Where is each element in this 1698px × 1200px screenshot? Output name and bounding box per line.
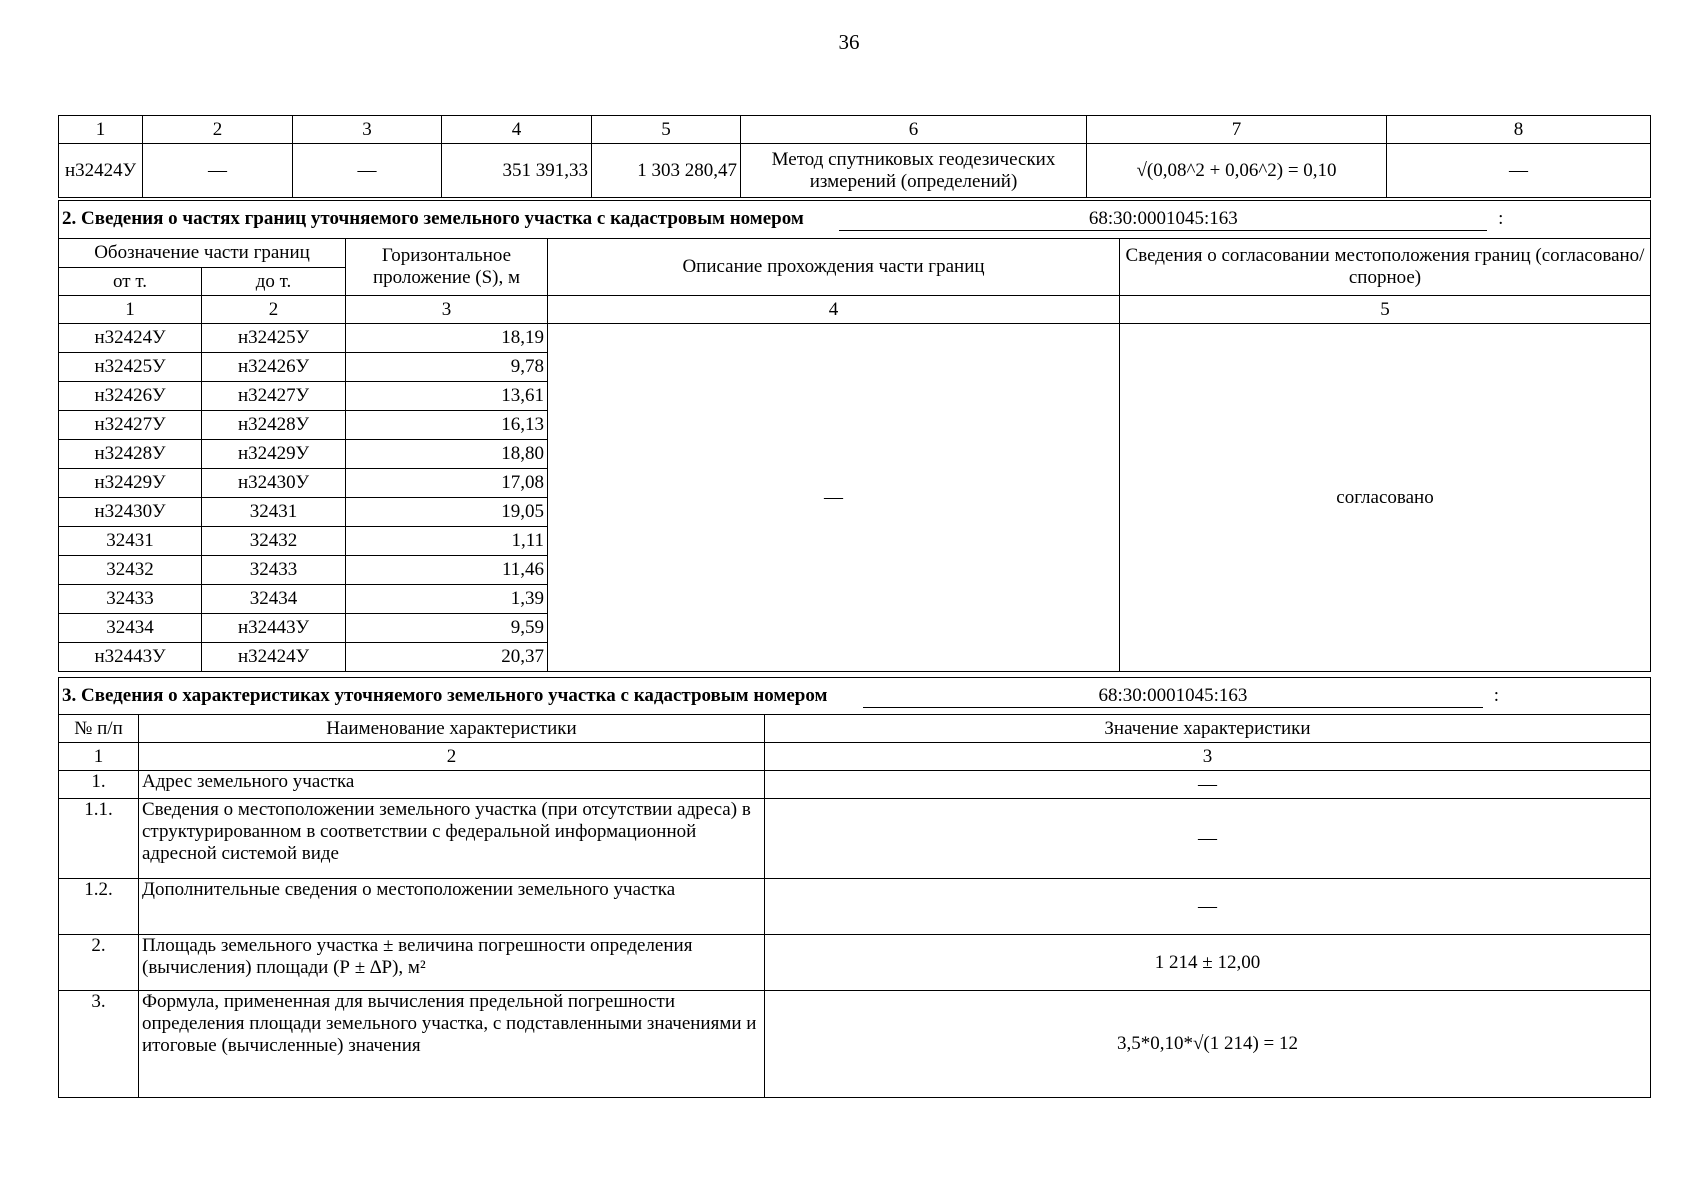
col-number: 1 <box>59 116 143 144</box>
to-point: н32424У <box>202 643 346 672</box>
characteristics-table <box>58 677 1651 1098</box>
characteristic-name: Формула, примененная для вычисления предельной погрешности определения площади земельного участка, с подставленными значениями и итоговые (вычисленные) значения <box>139 991 765 1098</box>
characteristic-value: 1 214 ± 12,00 <box>765 935 1651 991</box>
col-number: 4 <box>548 296 1120 324</box>
table-row <box>59 324 1651 353</box>
characteristic-value: — <box>765 799 1651 879</box>
to-point: н32426У <box>202 353 346 382</box>
agreement-header: Сведения о согласовании местоположения границ (согласовано/спорное) <box>1120 239 1651 296</box>
horizontal-distance: 18,19 <box>346 324 548 353</box>
col-number: 2 <box>143 116 293 144</box>
from-point: н32424У <box>59 324 202 353</box>
horizontal-distance: 1,11 <box>346 527 548 556</box>
col-number: 2 <box>202 296 346 324</box>
to-point: 32433 <box>202 556 346 585</box>
coordinate-x: 351 391,33 <box>442 144 592 198</box>
horizontal-distance: 1,39 <box>346 585 548 614</box>
col-number: 4 <box>442 116 592 144</box>
method-cell: Метод спутниковых геодезических измерений (определений) <box>741 144 1087 198</box>
col-number: 6 <box>741 116 1087 144</box>
num-header: № п/п <box>59 715 139 743</box>
col-number: 3 <box>765 743 1651 771</box>
from-point: 32432 <box>59 556 202 585</box>
to-point: н32430У <box>202 469 346 498</box>
horizontal-distance: 17,08 <box>346 469 548 498</box>
boundary-parts-table <box>58 200 1651 672</box>
header-row <box>59 715 1651 743</box>
characteristic-value: 3,5*0,10*√(1 214) = 12 <box>765 991 1651 1098</box>
from-point: н32427У <box>59 411 202 440</box>
horizontal-distance: 9,78 <box>346 353 548 382</box>
to-point: н32443У <box>202 614 346 643</box>
from-header: от т. <box>59 268 202 296</box>
row-number: 1. <box>59 771 139 799</box>
col-numbers-row <box>59 296 1651 324</box>
section-title <box>59 678 1651 715</box>
cadastral-number: 68:30:0001045:163 <box>839 208 1487 231</box>
table-row <box>59 991 1651 1098</box>
designation-header: Обозначение части границ <box>59 239 346 268</box>
col-numbers-row <box>59 743 1651 771</box>
from-point: н32428У <box>59 440 202 469</box>
col-number: 5 <box>592 116 741 144</box>
cadastral-number: 68:30:0001045:163 <box>863 685 1483 708</box>
to-header: до т. <box>202 268 346 296</box>
row-number: 1.1. <box>59 799 139 879</box>
from-point: н32426У <box>59 382 202 411</box>
to-point: н32428У <box>202 411 346 440</box>
table-cell: — <box>143 144 293 198</box>
characteristic-name: Дополнительные сведения о местоположении земельного участка <box>139 879 765 935</box>
coordinate-y: 1 303 280,47 <box>592 144 741 198</box>
col-number: 3 <box>293 116 442 144</box>
from-point: 32431 <box>59 527 202 556</box>
horizontal-distance: 19,05 <box>346 498 548 527</box>
from-point: н32443У <box>59 643 202 672</box>
col-number: 2 <box>139 743 765 771</box>
row-number: 3. <box>59 991 139 1098</box>
col-number: 1 <box>59 296 202 324</box>
point-designation: н32424У <box>59 144 143 198</box>
from-point: 32434 <box>59 614 202 643</box>
description-value: — <box>548 324 1120 672</box>
table-cell: — <box>293 144 442 198</box>
section-2-title: 2. Сведения о частях границ уточняемого земельного участка с кадастровым номером <box>62 208 804 229</box>
to-point: н32425У <box>202 324 346 353</box>
characteristic-name: Сведения о местоположении земельного участка (при отсутствии адреса) в структурированном в соответствии с федеральной информационной адресной системой виде <box>139 799 765 879</box>
accuracy-cell: √(0,08^2 + 0,06^2) = 0,10 <box>1087 144 1387 198</box>
col-number: 3 <box>346 296 548 324</box>
table-cell: — <box>1387 144 1651 198</box>
to-point: н32427У <box>202 382 346 411</box>
row-number: 2. <box>59 935 139 991</box>
from-point: н32425У <box>59 353 202 382</box>
description-header: Описание прохождения части границ <box>548 239 1120 296</box>
colon: : <box>1498 208 1504 229</box>
colon: : <box>1493 684 1499 706</box>
horizontal-distance: 11,46 <box>346 556 548 585</box>
name-header: Наименование характеристики <box>139 715 765 743</box>
points-table <box>58 115 1651 198</box>
to-point: 32434 <box>202 585 346 614</box>
table-row <box>59 879 1651 935</box>
horizontal-distance: 13,61 <box>346 382 548 411</box>
section-2-header <box>59 201 1651 239</box>
from-point: н32430У <box>59 498 202 527</box>
header-row <box>59 239 1651 268</box>
value-header: Значение характеристики <box>765 715 1651 743</box>
section-3-title: 3. Сведения о характеристиках уточняемого земельного участка с кадастровым номером <box>62 684 828 706</box>
agreement-value: согласовано <box>1120 324 1651 672</box>
table-row <box>59 771 1651 799</box>
table-row <box>59 144 1651 198</box>
horizontal-distance: 20,37 <box>346 643 548 672</box>
points-table-col-numbers <box>59 116 1651 144</box>
from-point: н32429У <box>59 469 202 498</box>
section-3-header <box>59 678 1651 715</box>
characteristic-name: Площадь земельного участка ± величина погрешности определения (вычисления) площади (Р ± ∆Р), м² <box>139 935 765 991</box>
to-point: н32429У <box>202 440 346 469</box>
to-point: 32432 <box>202 527 346 556</box>
row-number: 1.2. <box>59 879 139 935</box>
to-point: 32431 <box>202 498 346 527</box>
horizontal-header: Горизонтальное проложение (S), м <box>346 239 548 296</box>
characteristic-value: — <box>765 879 1651 935</box>
characteristic-value: — <box>765 771 1651 799</box>
table-row <box>59 799 1651 879</box>
col-number: 7 <box>1087 116 1387 144</box>
col-number: 5 <box>1120 296 1651 324</box>
from-point: 32433 <box>59 585 202 614</box>
page-number: 36 <box>838 30 860 54</box>
col-number: 8 <box>1387 116 1651 144</box>
table-row <box>59 935 1651 991</box>
section-title <box>59 201 1651 239</box>
horizontal-distance: 9,59 <box>346 614 548 643</box>
col-number: 1 <box>59 743 139 771</box>
characteristic-name: Адрес земельного участка <box>139 771 765 799</box>
horizontal-distance: 18,80 <box>346 440 548 469</box>
horizontal-distance: 16,13 <box>346 411 548 440</box>
